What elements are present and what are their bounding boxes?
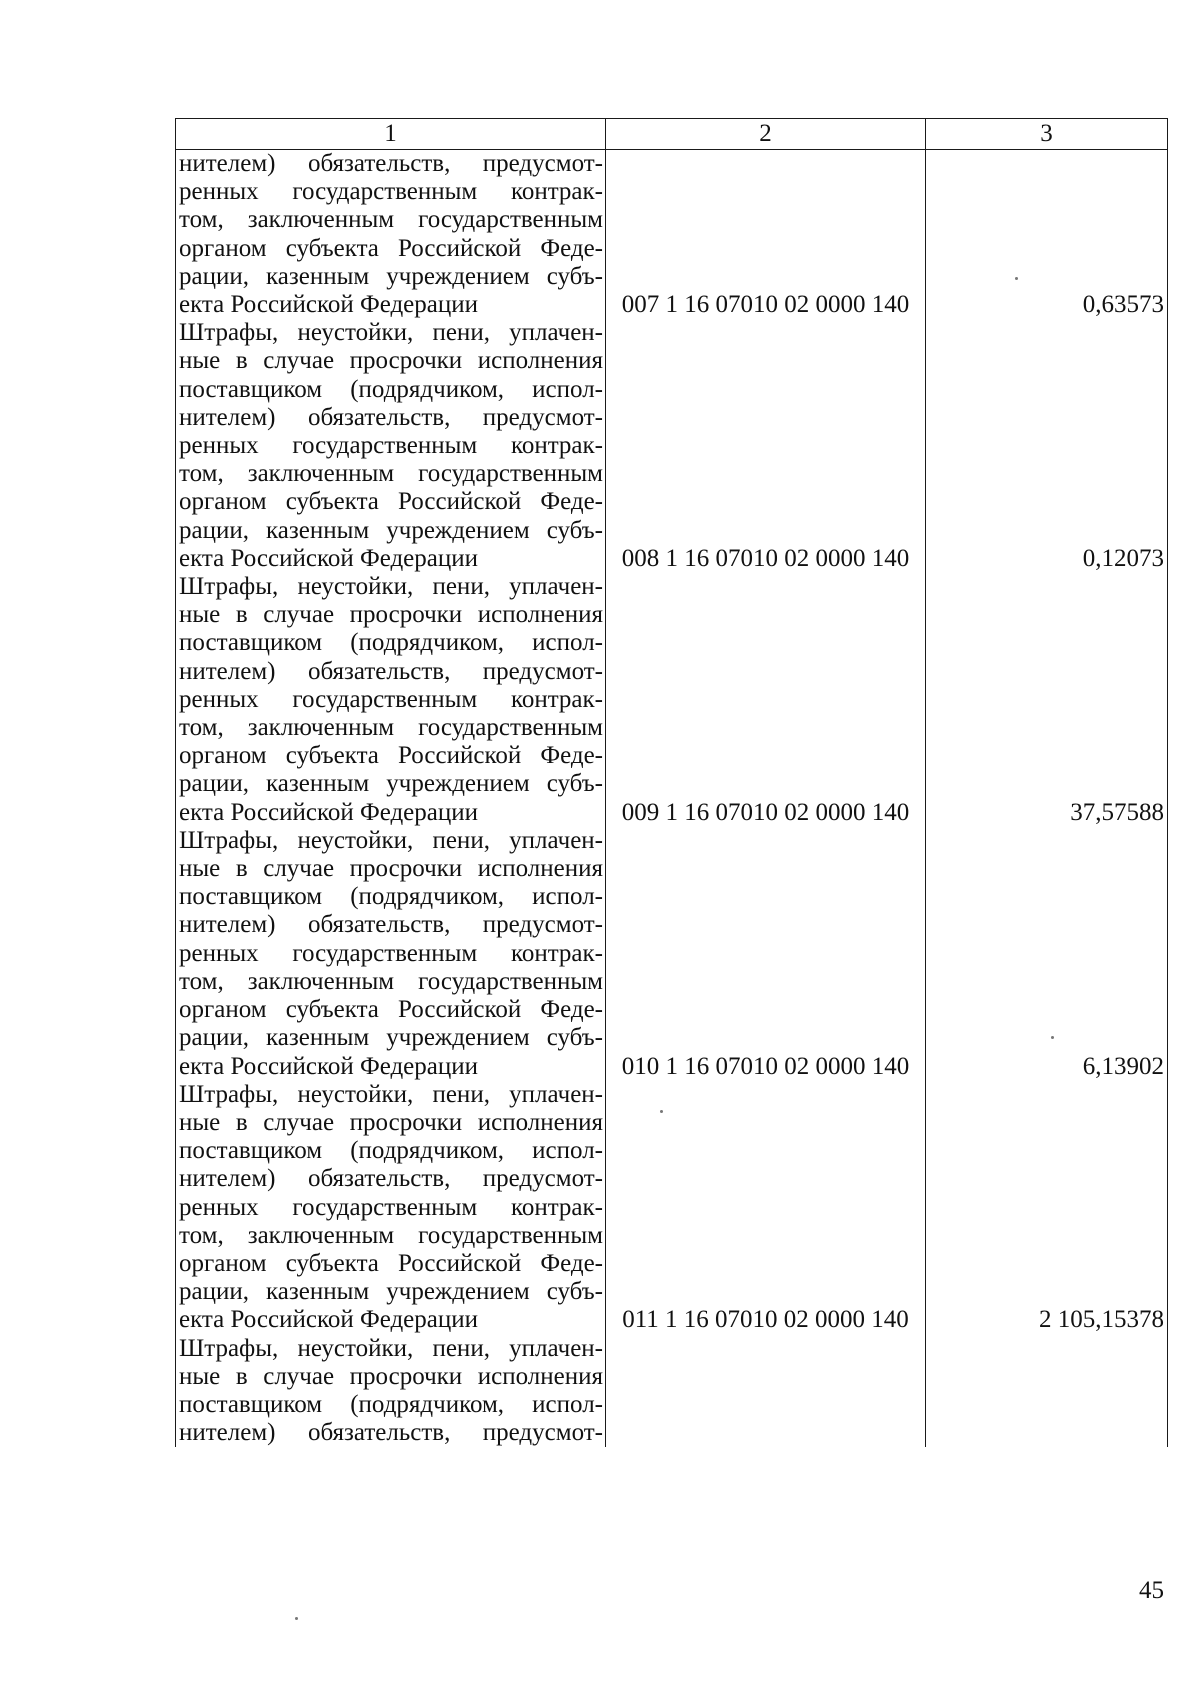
description-line: ные в случае просрочки исполнения: [179, 855, 603, 883]
description-line: рации, казенным учреждением субъ-: [179, 770, 603, 798]
code-cell: [606, 319, 926, 573]
description-line: ренных государственным контрак-: [179, 178, 603, 206]
amount-cell: [926, 319, 1168, 573]
description-line: том, заключенным государственным: [179, 206, 603, 234]
description-line: нителем) обязательств, предусмот-: [179, 657, 603, 685]
budget-table: [175, 118, 1168, 1447]
description-line: Штрафы, неустойки, пени, уплачен-: [179, 826, 603, 854]
budget-code: 008 1 16 07010 02 0000 140: [621, 544, 910, 572]
scan-speck: [1051, 1036, 1054, 1039]
description-line: ные в случае просрочки исполнения: [179, 1362, 603, 1390]
description-line: поставщиком (подрядчиком, испол-: [179, 1137, 603, 1165]
description-line: Штрафы, неустойки, пени, уплачен-: [179, 573, 603, 601]
table-row: [176, 319, 1168, 573]
table-header-row: [176, 119, 1168, 150]
description-line: нителем) обязательств, предусмот-: [179, 1165, 603, 1193]
code-cell: [606, 150, 926, 320]
amount-value: 0,12073: [1082, 544, 1164, 572]
table-row: [176, 827, 1168, 1081]
description-cell: [176, 1081, 606, 1335]
description-line: екта Российской Федерации: [179, 1052, 479, 1080]
description-line: органом субъекта Российской Феде-: [179, 996, 603, 1024]
description-line: органом субъекта Российской Феде-: [179, 488, 603, 516]
description-line: екта Российской Федерации: [179, 1306, 479, 1334]
amount-value: 37,57588: [1070, 798, 1164, 826]
description-line: ные в случае просрочки исполнения: [179, 1108, 603, 1136]
description-line: екта Российской Федерации: [179, 291, 479, 319]
description-line: ренных государственным контрак-: [179, 685, 603, 713]
description-cell: [176, 1335, 606, 1448]
description-line: екта Российской Федерации: [179, 798, 479, 826]
description-line: нителем) обязательств, предусмот-: [179, 403, 603, 431]
amount-cell: [926, 1081, 1168, 1335]
column-header-2: 2: [606, 119, 926, 150]
description-line: нителем) обязательств, предусмот-: [179, 150, 603, 177]
description-line: ные в случае просрочки исполнения: [179, 347, 603, 375]
amount-cell: [926, 1335, 1168, 1448]
description-line: рации, казенным учреждением субъ-: [179, 1278, 603, 1306]
description-line: нителем) обязательств, предусмот-: [179, 911, 603, 939]
description-cell: [176, 573, 606, 827]
description-cell: [176, 150, 606, 320]
description-line: том, заключенным государственным: [179, 967, 603, 995]
description-line: поставщиком (подрядчиком, испол-: [179, 1390, 603, 1418]
amount-cell: [926, 827, 1168, 1081]
description-line: органом субъекта Российской Феде-: [179, 742, 603, 770]
description-line: поставщиком (подрядчиком, испол-: [179, 629, 603, 657]
scan-speck: [1015, 277, 1018, 280]
column-header-3: 3: [926, 119, 1168, 150]
description-line: ренных государственным контрак-: [179, 939, 603, 967]
description-line: рации, казенным учреждением субъ-: [179, 1024, 603, 1052]
budget-code: 010 1 16 07010 02 0000 140: [621, 1052, 910, 1080]
description-line: рации, казенным учреждением субъ-: [179, 262, 603, 290]
amount-cell: [926, 573, 1168, 827]
column-header-1: 1: [176, 119, 606, 150]
description-line: Штрафы, неустойки, пени, уплачен-: [179, 1334, 603, 1362]
amount-value: 2 105,15378: [1039, 1306, 1164, 1334]
code-cell: [606, 1335, 926, 1448]
description-line: екта Российской Федерации: [179, 544, 479, 572]
description-line: нителем) обязательств, предусмот-: [179, 1419, 603, 1447]
budget-code: 009 1 16 07010 02 0000 140: [621, 798, 910, 826]
description-line: ренных государственным контрак-: [179, 432, 603, 460]
description-line: Штрафы, неустойки, пени, уплачен-: [179, 1080, 603, 1108]
budget-code: 011 1 16 07010 02 0000 140: [622, 1306, 909, 1334]
description-line: органом субъекта Российской Феде-: [179, 1249, 603, 1277]
description-line: поставщиком (подрядчиком, испол-: [179, 883, 603, 911]
description-line: том, заключенным государственным: [179, 460, 603, 488]
description-line: ренных государственным контрак-: [179, 1193, 603, 1221]
amount-value: 6,13902: [1082, 1052, 1164, 1080]
amount-cell: [926, 150, 1168, 320]
amount-value: 0,63573: [1082, 291, 1164, 319]
description-line: органом субъекта Российской Феде-: [179, 234, 603, 262]
description-cell: [176, 827, 606, 1081]
description-line: том, заключенным государственным: [179, 714, 603, 742]
code-cell: [606, 827, 926, 1081]
description-line: том, заключенным государственным: [179, 1221, 603, 1249]
description-cell: [176, 319, 606, 573]
code-cell: [606, 1081, 926, 1335]
scan-speck: [660, 1110, 663, 1113]
description-line: рации, казенным учреждением субъ-: [179, 516, 603, 544]
description-line: ные в случае просрочки исполнения: [179, 601, 603, 629]
table-row: [176, 150, 1168, 320]
description-line: поставщиком (подрядчиком, испол-: [179, 375, 603, 403]
description-line: Штрафы, неустойки, пени, уплачен-: [179, 319, 603, 347]
budget-code: 007 1 16 07010 02 0000 140: [621, 291, 910, 319]
page-number: 45: [1139, 1577, 1164, 1604]
table-row: [176, 1335, 1168, 1448]
scan-speck: [295, 1617, 298, 1620]
table-row: [176, 573, 1168, 827]
code-cell: [606, 573, 926, 827]
table-body: [176, 150, 1168, 1448]
table-row: [176, 1081, 1168, 1335]
